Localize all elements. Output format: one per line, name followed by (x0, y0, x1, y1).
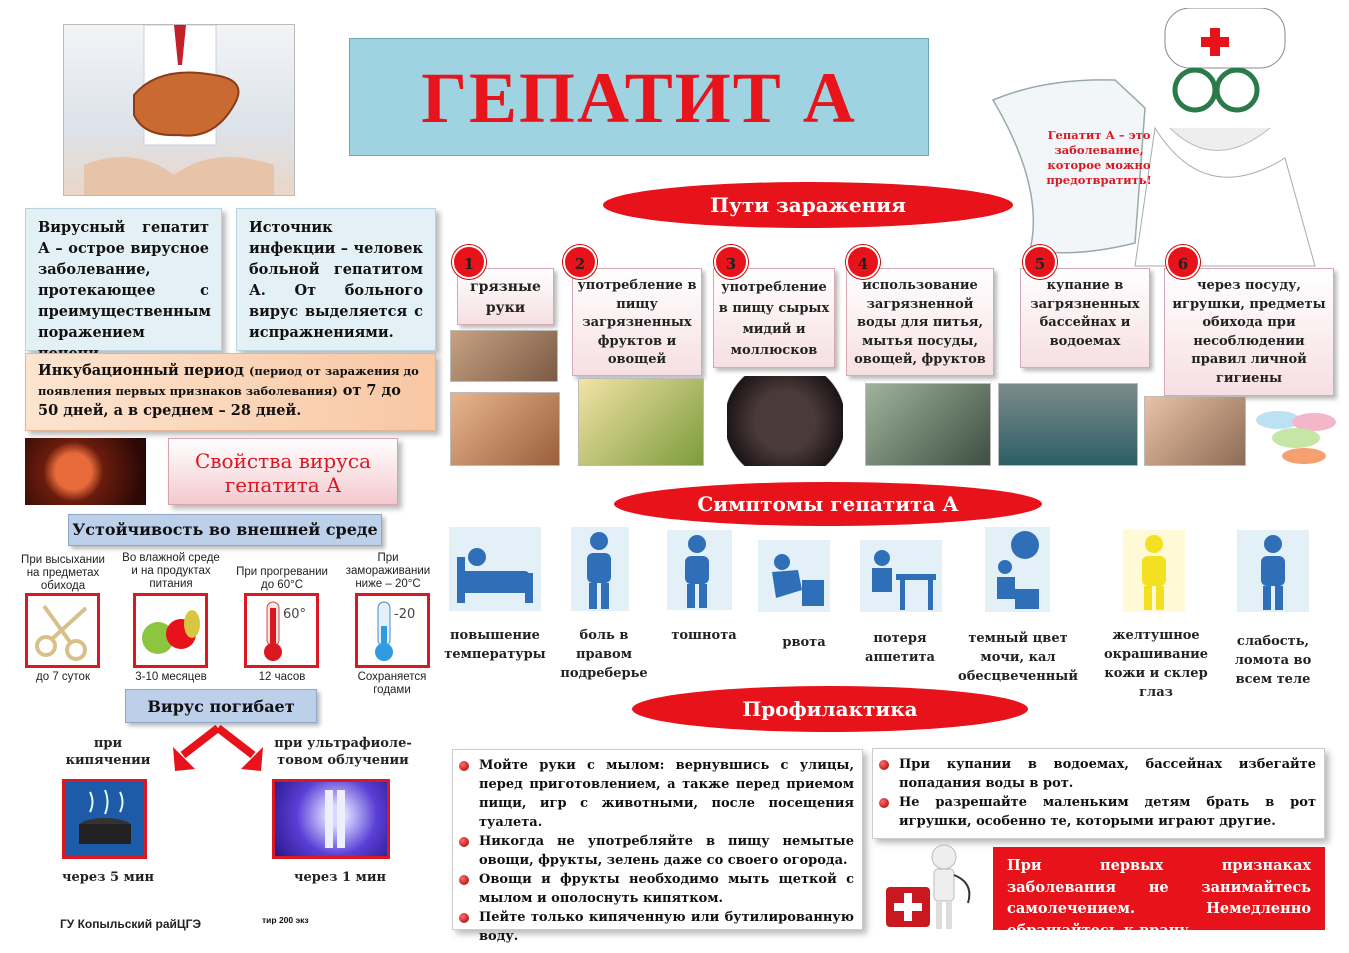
boiling-pot-photo (62, 779, 147, 859)
urine-icon-box (985, 527, 1050, 612)
incubation-duration: от 7 до 50 дней, а в среднем – 28 дней. (38, 382, 401, 419)
footer-print-run: тир 200 экз (262, 915, 309, 925)
baby-toy-photo (1144, 396, 1246, 466)
route-box-3 (713, 268, 835, 368)
condition-freeze-top: При замораживании ниже – 20°С (345, 552, 431, 590)
mussels-photo (727, 376, 843, 466)
condition-drying-top: При высыхании на предметах обихода (21, 554, 105, 592)
appetite-icon-box (860, 540, 942, 612)
footer-org: ГУ Копыльский райЦГЭ (60, 917, 202, 931)
liver-illustration (64, 25, 295, 196)
scissors-icon (28, 596, 97, 665)
hot-temp-label: 60° (283, 607, 307, 622)
jaundice-icon-box (1123, 530, 1185, 612)
routes-title: Пути заражения (710, 193, 906, 217)
nausea-icon-box (667, 530, 732, 610)
child-eating-photo (450, 392, 560, 466)
route-num-4: 4 (846, 245, 880, 279)
doctor-cartoon-icon (985, 8, 1345, 268)
prevention-title: Профилактика (742, 697, 918, 721)
symptom-vomiting: рвота (782, 635, 826, 650)
child-cucumber-photo (578, 378, 704, 466)
uv-label: при ультрафиоле- товом облучении (274, 736, 412, 768)
symptom-nausea: тошнота (671, 628, 737, 643)
condition-moist-top: Во влажной среде и на продуктах питания (122, 552, 220, 590)
route-num-3: 3 (714, 245, 748, 279)
fever-icon (449, 527, 541, 611)
prevention-list-right (872, 748, 1325, 839)
doctor-cartoon (985, 8, 1345, 268)
condition-heat-top: При прогревании до 60°С (236, 566, 328, 591)
symptom-urine: темный цвет мочи, кал обесцвеченный (958, 631, 1078, 684)
medic-figure-icon (882, 843, 986, 933)
prevention-item: Не разрешайте маленьким детям брать в рот игрушки, особенно те, которыми играют другие. (899, 795, 1316, 829)
title-banner (349, 38, 929, 156)
uv-lamp-photo (272, 779, 390, 859)
uv-time: через 1 мин (294, 870, 386, 885)
dark-urine-icon (985, 527, 1050, 612)
split-arrows-icon (173, 725, 263, 775)
incubation-box (25, 353, 436, 431)
route-text-4: использование загрязненной воды для питья, мытья посуды, овощей, фруктов (854, 278, 986, 367)
symptoms-title: Симптомы гепатита А (697, 492, 959, 516)
stability-label: Устойчивость во внешней среде (68, 514, 382, 546)
prevention-list-left (452, 749, 863, 944)
infection-source-box: Источник инфекции – человек больной гепатитом А. От больного вирус выделяется с испражнениями. (236, 208, 436, 351)
boiling-time: через 5 мин (62, 870, 154, 885)
boiling-pot-icon (65, 782, 144, 856)
routes-title-pill (603, 182, 1013, 228)
doctor-speech-text: Гепатит А – это заболевание, которое можно предотвратить! (1046, 128, 1152, 187)
fruit-icon (136, 596, 205, 665)
virus-dies-label: Вирус погибает (125, 689, 317, 723)
appetite-loss-icon (860, 540, 942, 612)
route-box-2 (572, 268, 702, 376)
symptom-fever: повышение температуры (444, 628, 546, 662)
thermometer-cold-icon (358, 596, 427, 665)
vomiting-icon-box (758, 540, 830, 612)
virus-photo (25, 438, 146, 505)
weakness-icon-box (1237, 530, 1309, 612)
route-num-1: 1 (452, 245, 486, 279)
boiling-label: при кипячении (65, 736, 151, 768)
dishes-photo (1248, 398, 1344, 466)
fever-icon-box (449, 527, 541, 611)
prevention-item: При купании в водоемах, бассейнах избегайте попадания воды в рот. (899, 757, 1316, 791)
uv-lamp-icon (275, 782, 387, 856)
scissors-frame (25, 593, 100, 668)
cups-icon (1248, 398, 1344, 466)
route-box-5 (1020, 268, 1150, 368)
cold-thermometer-frame (355, 593, 430, 668)
dirty-hands-photo (450, 330, 558, 382)
side-pain-icon-box (571, 527, 629, 611)
route-box-6 (1164, 268, 1334, 396)
route-text-5: купание в загрязненных бассейнах и водоемах (1030, 278, 1140, 349)
cold-temp-label: -20 (394, 607, 416, 622)
route-text-3: употребление в пищу сырых мидий и моллюсков (718, 280, 830, 358)
condition-heat-value: 12 часов (258, 671, 306, 683)
condition-drying-value: до 7 суток (36, 671, 90, 683)
side-pain-icon (571, 527, 629, 611)
water-tap-photo (865, 383, 991, 466)
jaundice-icon (1123, 530, 1185, 612)
prevention-item: Пейте только кипяченную или бутилированную воду. (479, 910, 854, 944)
prevention-title-pill (632, 686, 1028, 732)
route-num-2: 2 (563, 245, 597, 279)
prevention-item: Овощи и фрукты необходимо мыть щеткой с мылом и ополоснуть кипятком. (479, 872, 854, 906)
symptoms-title-pill (614, 482, 1042, 526)
prevention-item: Мойте руки с мылом: вернувшись с улицы, перед приготовлением, а также перед приемом пищи, игр с животными, после посещения туалета. (479, 758, 854, 830)
thermometer-hot-icon (247, 596, 316, 665)
fruit-frame (133, 593, 208, 668)
route-text-1: грязные руки (470, 279, 541, 316)
virus-properties-title: Свойства вируса гепатита А (168, 438, 398, 505)
swimming-photo (998, 383, 1138, 466)
symptom-side-pain: боль в правом подреберье (560, 628, 648, 681)
symptom-appetite: потеря аппетита (865, 631, 935, 665)
page-title: ГЕПАТИТ А (421, 58, 857, 138)
prevention-item: Никогда не употребляйте в пищу немытые овощи, фрукты, зелень даже со своего огорода. (479, 834, 854, 868)
vomiting-icon (758, 540, 830, 612)
hot-thermometer-frame (244, 593, 319, 668)
route-num-5: 5 (1023, 245, 1057, 279)
nausea-icon (667, 530, 732, 610)
route-text-6: через посуду, игрушки, предметы обихода при несоблюдении правил личной гигиены (1172, 278, 1326, 386)
warning-box: При первых признаках заболевания не занимайтесь самолечением. Немедленно обращайтесь к врачу. (993, 847, 1325, 930)
incubation-label: Инкубационный период (38, 362, 244, 379)
route-box-4 (846, 268, 994, 376)
weakness-icon (1237, 530, 1309, 612)
route-text-2: употребление в пищу загрязненных фруктов и овощей (577, 278, 697, 367)
condition-moist-value: 3-10 месяцев (135, 671, 207, 683)
condition-freeze-value: Сохраняется годами (357, 671, 427, 696)
definition-box: Вирусный гепатит А – острое вирусное заболевание, протекающее с преимущественным поражением (25, 208, 222, 351)
doctor-liver-photo (63, 24, 295, 196)
incubation-note: (период от заражения до появления первых признаков заболевания) (38, 364, 419, 398)
symptom-weakness: слабость, ломота во всем теле (1234, 634, 1312, 687)
symptom-jaundice: желтушное окрашивание кожи и склер глаз (1103, 628, 1209, 700)
route-num-6: 6 (1166, 245, 1200, 279)
